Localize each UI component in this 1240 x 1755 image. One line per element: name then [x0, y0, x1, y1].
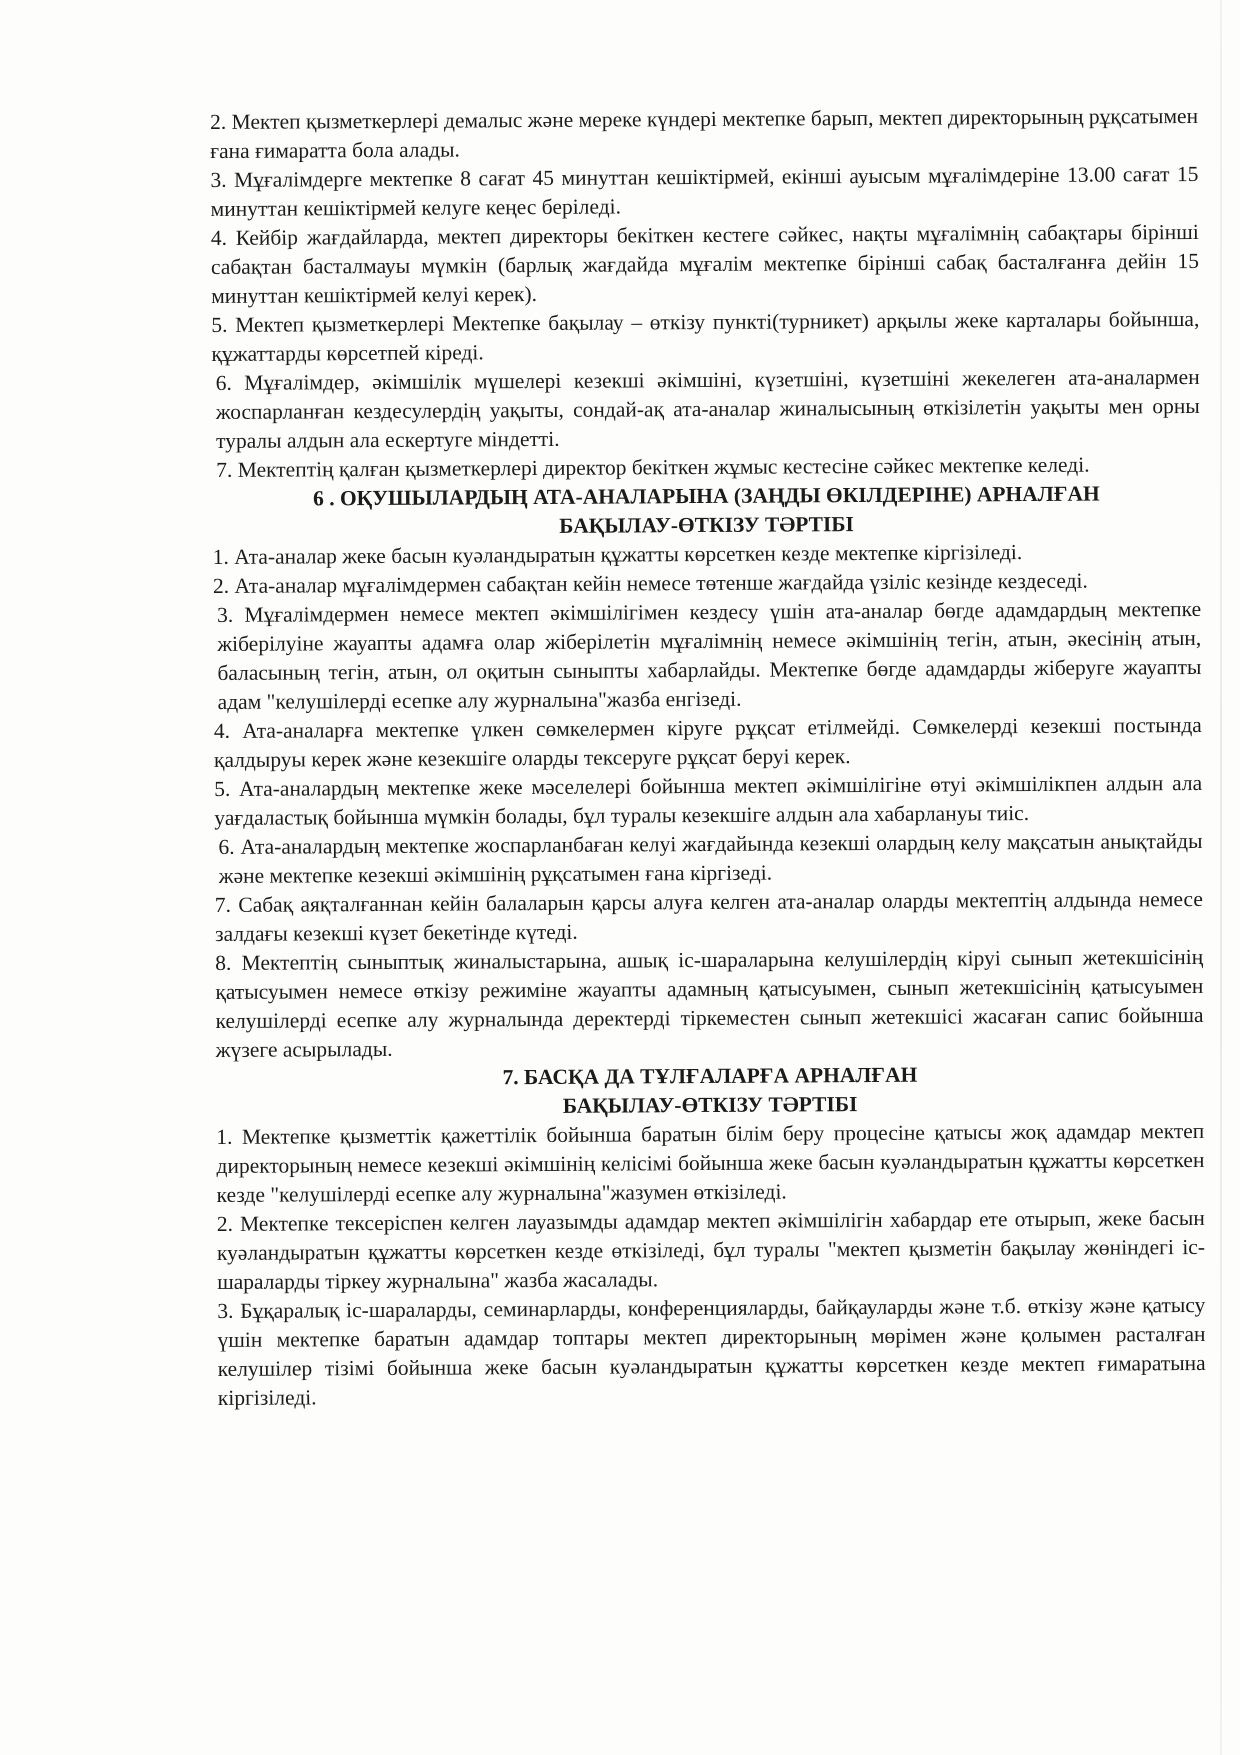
s5-item-2: 2. Мектеп қызметкерлері демалыс және мереке күндері мектепке барып, мектеп директорының рұқсатымен ғана ғимаратта бола алады.: [210, 103, 1199, 163]
s5-item-6: 6. Мұғалімдер, әкімшілік мүшелері кезекші әкімшіні, күзетшіні, күзетшіні жекелеген ата-аналармен жоспарланған кездесулердің уақыты, сондай-ақ ата-аналар жиналысының өткізілетін уақыты мен орны туралы алдын ала ескертуге міндетті.: [215, 364, 1200, 453]
s6-item-7: 7. Сабақ аяқталғаннан кейін балаларын қарсы алуға келген ата-аналар оларды мектептің алдында немесе залдағы кезекші күзет бекетінде күтеді.: [214, 886, 1203, 946]
s6-item-8: 8. Мектептің сыныптық жиналыстарына, ашық іс-шараларына келушілердің кіруі сынып жетекшісінің қатысуымен немесе өткізу режиміне жауапты адамның қатысуымен, сынып жетекшісінің қатысуымен келушілерді есепке алу журналында деректерді тіркеместен сынып жетекшісі жасаған сапис бойынша жүзеге асырылады.: [215, 944, 1204, 1062]
section6-heading-line2: БАҚЫЛАУ-ӨТКІЗУ ТӘРТІБІ: [559, 512, 854, 538]
section7-heading-line1: 7. БАСҚА ДА ТҰЛҒАЛАРҒА АРНАЛҒАН: [502, 1062, 918, 1090]
document-body: [210, 102, 1206, 1413]
section7-heading: [216, 1059, 1204, 1123]
s7-item-2: 2. Мектепке тексеріспен келген лауазымды адамдар мектеп әкімшілігін хабардар ете отырып, жеке басын куәландыратын құжатты көрсеткен кезде өткізіледі, бұл туралы "мектеп қызметін бақылау жөніндегі іс-шараларды тіркеу журналына" жазба жасалады.: [216, 1205, 1206, 1294]
s6-item-2: 2. Ата-аналар мұғалімдермен сабақтан кейін немесе төтенше жағдайда үзіліс кезінде кездеседі.: [212, 568, 1088, 598]
s5-item-7: 7. Мектептің қалған қызметкерлері директор бекіткен жұмыс кестесіне сәйкес мектепке келеді.: [216, 452, 1090, 482]
s5-item-5: 5. Мектеп қызметкерлері Мектепке бақылау – өткізу пункті(турникет) арқылы жеке карталары бойынша, құжаттарды көрсетпей кіреді.: [211, 306, 1200, 366]
s6-item-6: 6. Ата-аналардың мектепке жоспарланбаған келуі жағдайында кезекші олардың келу мақсатын анықтайды және мектепке кезекші әкімшінің рұқсатымен ғана кіргізеді.: [218, 828, 1203, 888]
s7-item-1: 1. Мектепке қызметтік қажеттілік бойынша баратын білім беру процесіне қатысы жоқ адамдар мектеп директорының немесе кезекші әкімшінің келісімі бойынша жеке басын куәландыратын құжатты көрсеткен кезде "келушілерді есепке алу журналына"жазумен өткізіледі.: [216, 1118, 1205, 1207]
s6-item-1: 1. Ата-аналар жеке басын куәландыратын құжатты көрсеткен кезде мектепке кіргізіледі.: [212, 540, 1023, 569]
s5-item-3: 3. Мұғалімдерге мектепке 8 сағат 45 минуттан кешіктірмей, екінші ауысым мұғалімдеріне 13.00 сағат 15 минуттан кешіктірмей келуге кеңес беріледі.: [210, 161, 1199, 221]
s6-item-5: 5. Ата-аналардың мектепке жеке мәселелері бойынша мектеп әкімшілігіне өтуі әкімшілікпен алдын ала уағдаластық бойынша мүмкін болады, бұл туралы кезекшіге алдын ала хабарлануы тиіс.: [214, 770, 1203, 830]
section7-heading-line2: БАҚЫЛАУ-ӨТКІЗУ ТӘРТІБІ: [562, 1092, 858, 1118]
s5-item-4: 4. Кейбір жағдайларда, мектеп директоры бекіткен кестеге сәйкес, нақты мұғалімнің сабақтары бірінші сабақтан басталмауы мүмкін (барлық жағдайда мұғалім мектепке бірінші сабақ басталғанға дейін 15 минуттан кешіктірмей келуі керек).: [210, 219, 1200, 308]
s6-item-4: 4. Ата-аналарға мектепке үлкен сөмкелермен кіруге рұқсат етілмейді. Сөмкелерді кезекші постында қалдыруы керек және кезекшіге оларды тексеруге рұқсат беруі керек.: [213, 712, 1202, 772]
section6-heading-line1: 6 . ОҚУШЫЛАРДЫҢ АТА-АНАЛАРЫНА (ЗАҢДЫ ӨКІЛДЕРІНЕ) АРНАЛҒАН: [312, 481, 1100, 511]
s7-item-3: 3. Бұқаралық іс-шараларды, семинарларды, конференцияларды, байқауларды және т.б. өткізу және қатысу үшін мектепке баратын адамдар топтары мектеп директорының мөрімен және қолымен расталған келушілер тізімі бойынша жеке басын куәландыратын құжатты көрсеткен кезде мектеп ғимаратына кіргізіледі.: [217, 1292, 1206, 1410]
s6-item-3: 3. Мұғалімдермен немесе мектеп әкімшілігімен кездесу үшін ата-аналар бөгде адамдардың мектепке жіберілуіне жауапты адамға олар жіберілетін мұғалімнің немесе әкімшінің тегін, атын, әкесінің атын, баласының тегін, атын, ол оқитын сыныпты хабарлайды. Мектепке бөгде адамдарды жіберуге жауапты адам "келушілерді есепке алу журналына"жазба енгізеді.: [217, 596, 1202, 714]
section6-heading: [212, 479, 1200, 543]
scan-edge-shadow: [1220, 0, 1222, 1755]
